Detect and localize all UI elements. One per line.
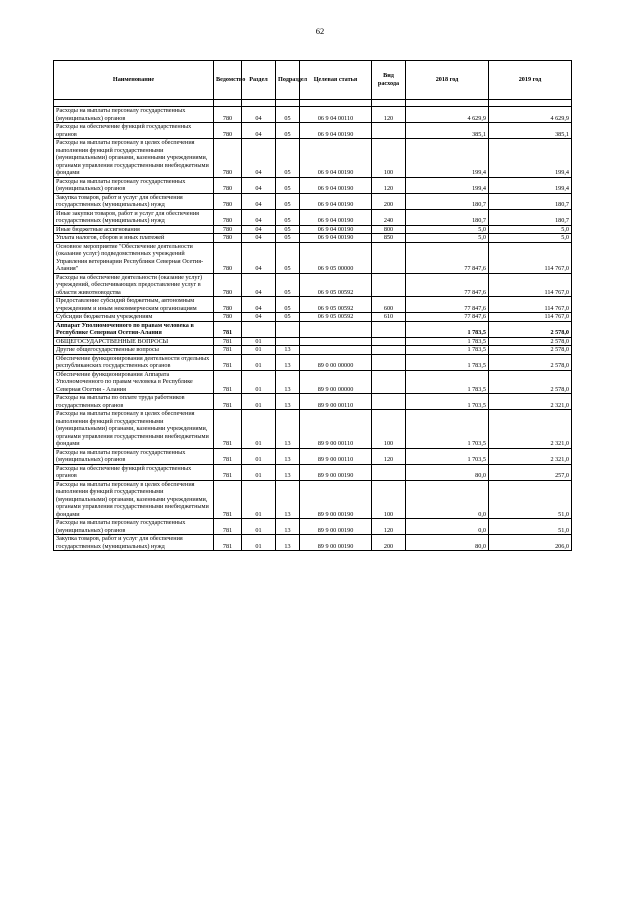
cell-2018: 1 783,5 <box>406 354 489 370</box>
header-vid: Вид расхода <box>372 61 406 100</box>
cell-tsel: 06 9 04 00190 <box>300 193 372 209</box>
cell-ved: 781 <box>214 410 242 449</box>
cell-ved: 780 <box>214 177 242 193</box>
cell-ved: 780 <box>214 193 242 209</box>
cell-podrazdel: 05 <box>276 107 300 123</box>
cell-tsel: 06 9 04 00190 <box>300 123 372 139</box>
table-row <box>54 519 572 535</box>
spacer-cell <box>276 100 300 107</box>
cell-2019: 180,7 <box>489 209 572 225</box>
spacer-cell <box>489 100 572 107</box>
table-row <box>54 394 572 410</box>
cell-ved: 780 <box>214 123 242 139</box>
cell-2018: 77 847,6 <box>406 242 489 273</box>
cell-razdel: 01 <box>242 394 276 410</box>
spacer-cell <box>372 100 406 107</box>
cell-2019: 199,4 <box>489 139 572 178</box>
spacer-cell <box>54 100 214 107</box>
table-row <box>54 464 572 480</box>
table-row <box>54 354 572 370</box>
cell-podrazdel: 13 <box>276 346 300 355</box>
header-name: Наименование <box>54 61 214 100</box>
cell-2019: 385,1 <box>489 123 572 139</box>
table-row <box>54 370 572 394</box>
cell-vid <box>372 321 406 337</box>
table-row <box>54 535 572 551</box>
cell-podrazdel: 13 <box>276 535 300 551</box>
cell-razdel: 04 <box>242 234 276 243</box>
cell-2019: 2 321,0 <box>489 410 572 449</box>
cell-2018: 0,0 <box>406 519 489 535</box>
cell-2019: 199,4 <box>489 177 572 193</box>
cell-ved: 781 <box>214 394 242 410</box>
cell-vid <box>372 273 406 297</box>
header-2019: 2019 год <box>489 61 572 100</box>
cell-ved: 781 <box>214 370 242 394</box>
cell-name: Закупка товаров, работ и услуг для обеспечения государственных (муниципальных) нужд <box>54 535 214 551</box>
cell-2018: 5,0 <box>406 225 489 234</box>
cell-ved: 780 <box>214 273 242 297</box>
cell-podrazdel: 05 <box>276 139 300 178</box>
cell-tsel: 06 9 04 00190 <box>300 139 372 178</box>
cell-vid <box>372 337 406 346</box>
cell-podrazdel: 05 <box>276 209 300 225</box>
cell-2019: 180,7 <box>489 193 572 209</box>
cell-razdel: 04 <box>242 313 276 322</box>
table-row <box>54 448 572 464</box>
cell-vid: 200 <box>372 535 406 551</box>
cell-vid: 800 <box>372 225 406 234</box>
cell-2019: 2 321,0 <box>489 448 572 464</box>
cell-ved: 780 <box>214 242 242 273</box>
cell-ved: 780 <box>214 234 242 243</box>
cell-podrazdel: 13 <box>276 410 300 449</box>
cell-vid: 100 <box>372 480 406 519</box>
table-row <box>54 225 572 234</box>
cell-2019: 206,0 <box>489 535 572 551</box>
cell-ved: 781 <box>214 321 242 337</box>
table-row <box>54 273 572 297</box>
cell-vid <box>372 370 406 394</box>
cell-name: Расходы на выплаты персоналу государственных (муниципальных) органов <box>54 107 214 123</box>
cell-podrazdel: 13 <box>276 370 300 394</box>
header-podrazdel: Подраздел <box>276 61 300 100</box>
cell-vid <box>372 354 406 370</box>
cell-razdel: 01 <box>242 410 276 449</box>
cell-tsel: 06 9 05 00592 <box>300 273 372 297</box>
table-row <box>54 123 572 139</box>
cell-ved: 781 <box>214 519 242 535</box>
cell-ved: 780 <box>214 225 242 234</box>
cell-podrazdel <box>276 321 300 337</box>
cell-vid: 100 <box>372 139 406 178</box>
table-row <box>54 410 572 449</box>
cell-2018: 80,0 <box>406 464 489 480</box>
cell-razdel: 01 <box>242 464 276 480</box>
cell-2018: 77 847,6 <box>406 313 489 322</box>
cell-2019: 5,0 <box>489 225 572 234</box>
cell-ved: 780 <box>214 297 242 313</box>
cell-name: Обеспечение функционирования Аппарата Уполномоченного по правам человека в Республике Северная Осетия - Алания <box>54 370 214 394</box>
cell-name: Расходы на выплаты персоналу в целях обеспечения выполнения функций государственными (муниципальными) органами, казенными учреждениями, органами управления государственными внебюджетными фондами <box>54 480 214 519</box>
table-row <box>54 313 572 322</box>
cell-name: Расходы на выплаты персоналу в целях обеспечения выполнения функций государственными (муниципальными) органами, казенными учреждениями, органами управления государственными внебюджетными фондами <box>54 139 214 178</box>
cell-name: Аппарат Уполномоченного по правам человека в Республике Северная Осетия-Алания <box>54 321 214 337</box>
header-tsel: Целевая статья <box>300 61 372 100</box>
page-number: 62 <box>315 26 325 36</box>
cell-tsel: 06 9 05 00592 <box>300 297 372 313</box>
table-header-row <box>54 61 572 100</box>
cell-2019: 2 578,0 <box>489 337 572 346</box>
table-row <box>54 107 572 123</box>
cell-podrazdel: 13 <box>276 394 300 410</box>
cell-tsel: 89 9 00 00110 <box>300 394 372 410</box>
cell-2018: 1 783,5 <box>406 337 489 346</box>
cell-podrazdel: 13 <box>276 519 300 535</box>
spacer-cell <box>242 100 276 107</box>
cell-razdel: 01 <box>242 370 276 394</box>
table-row <box>54 297 572 313</box>
cell-razdel: 04 <box>242 225 276 234</box>
cell-2019: 51,0 <box>489 519 572 535</box>
cell-podrazdel <box>276 337 300 346</box>
cell-2018: 80,0 <box>406 535 489 551</box>
cell-vid <box>372 346 406 355</box>
cell-name: Предоставление субсидий бюджетным, автономным учреждениям и иным некоммерческим организациям <box>54 297 214 313</box>
cell-tsel: 89 9 00 00190 <box>300 535 372 551</box>
cell-tsel: 06 9 04 00190 <box>300 177 372 193</box>
cell-vid <box>372 242 406 273</box>
table-row <box>54 346 572 355</box>
spacer-row <box>54 100 572 107</box>
cell-tsel: 06 9 04 00190 <box>300 225 372 234</box>
cell-razdel: 01 <box>242 519 276 535</box>
cell-2018: 4 629,9 <box>406 107 489 123</box>
table-row <box>54 321 572 337</box>
table-row <box>54 193 572 209</box>
cell-2019: 2 578,0 <box>489 370 572 394</box>
cell-tsel: 06 9 04 00190 <box>300 209 372 225</box>
cell-razdel: 01 <box>242 448 276 464</box>
cell-name: Расходы на выплаты по оплате труда работников государственных органов <box>54 394 214 410</box>
cell-ved: 781 <box>214 346 242 355</box>
cell-2018: 199,4 <box>406 139 489 178</box>
cell-ved: 781 <box>214 337 242 346</box>
cell-razdel: 01 <box>242 535 276 551</box>
cell-vid <box>372 394 406 410</box>
cell-podrazdel: 13 <box>276 448 300 464</box>
cell-name: Иные закупки товаров, работ и услуг для обеспечения государственных (муниципальных) нужд <box>54 209 214 225</box>
cell-2018: 1 703,5 <box>406 394 489 410</box>
cell-tsel: 89 9 00 00110 <box>300 410 372 449</box>
cell-razdel: 01 <box>242 480 276 519</box>
cell-razdel: 04 <box>242 107 276 123</box>
cell-name: Расходы на выплаты персоналу государственных (муниципальных) органов <box>54 177 214 193</box>
cell-podrazdel: 05 <box>276 123 300 139</box>
header-2018: 2018 год <box>406 61 489 100</box>
cell-2019: 2 578,0 <box>489 321 572 337</box>
header-razdel: Раздел <box>242 61 276 100</box>
table-row <box>54 139 572 178</box>
cell-name: ОБЩЕГОСУДАРСТВЕННЫЕ ВОПРОСЫ <box>54 337 214 346</box>
cell-2019: 257,0 <box>489 464 572 480</box>
table-row <box>54 209 572 225</box>
cell-podrazdel: 13 <box>276 354 300 370</box>
cell-podrazdel: 05 <box>276 193 300 209</box>
cell-name: Основное мероприятие "Обеспечение деятельности (оказание услуг) подведомственных учреждений Управления ветеринарии Республики Северная Осетия-Алания" <box>54 242 214 273</box>
cell-vid: 600 <box>372 297 406 313</box>
cell-2018: 0,0 <box>406 480 489 519</box>
cell-ved: 780 <box>214 107 242 123</box>
cell-razdel: 04 <box>242 123 276 139</box>
cell-name: Расходы на обеспечение функций государственных органов <box>54 464 214 480</box>
spacer-cell <box>214 100 242 107</box>
cell-vid <box>372 464 406 480</box>
cell-name: Расходы на выплаты персоналу государственных (муниципальных) органов <box>54 519 214 535</box>
cell-2019: 114 767,0 <box>489 313 572 322</box>
cell-tsel: 89 0 00 00000 <box>300 354 372 370</box>
cell-tsel: 06 9 05 00592 <box>300 313 372 322</box>
budget-table <box>53 60 572 551</box>
cell-2019: 114 767,0 <box>489 273 572 297</box>
cell-ved: 780 <box>214 209 242 225</box>
cell-2018: 199,4 <box>406 177 489 193</box>
cell-ved: 781 <box>214 464 242 480</box>
cell-razdel: 04 <box>242 193 276 209</box>
cell-2019: 2 321,0 <box>489 394 572 410</box>
cell-podrazdel: 05 <box>276 234 300 243</box>
cell-name: Обеспечение функционирования деятельности отдельных республиканских государственных органов <box>54 354 214 370</box>
table-row <box>54 234 572 243</box>
cell-ved: 781 <box>214 480 242 519</box>
cell-2018: 385,1 <box>406 123 489 139</box>
cell-razdel: 01 <box>242 346 276 355</box>
cell-podrazdel: 05 <box>276 273 300 297</box>
cell-tsel <box>300 337 372 346</box>
cell-2018: 1 783,5 <box>406 346 489 355</box>
table-row <box>54 480 572 519</box>
cell-2018: 1 703,5 <box>406 448 489 464</box>
cell-2018: 77 847,6 <box>406 297 489 313</box>
cell-name: Другие общегосударственные вопросы <box>54 346 214 355</box>
cell-tsel <box>300 321 372 337</box>
cell-tsel: 89 9 00 00110 <box>300 448 372 464</box>
cell-name: Расходы на выплаты персоналу в целях обеспечения выполнения функций государственными (муниципальными) органами, казенными учреждениями, органами управления государственными внебюджетными фондами <box>54 410 214 449</box>
header-ved: Ведомство <box>214 61 242 100</box>
cell-2019: 114 767,0 <box>489 242 572 273</box>
table-row <box>54 337 572 346</box>
cell-2019: 5,0 <box>489 234 572 243</box>
cell-razdel: 04 <box>242 177 276 193</box>
cell-tsel <box>300 346 372 355</box>
table-row <box>54 242 572 273</box>
cell-2018: 1 783,5 <box>406 321 489 337</box>
cell-ved: 780 <box>214 313 242 322</box>
cell-name: Уплата налогов, сборов и иных платежей <box>54 234 214 243</box>
cell-2019: 51,0 <box>489 480 572 519</box>
cell-vid: 610 <box>372 313 406 322</box>
cell-vid: 240 <box>372 209 406 225</box>
cell-ved: 781 <box>214 354 242 370</box>
cell-podrazdel: 05 <box>276 177 300 193</box>
cell-2018: 180,7 <box>406 193 489 209</box>
cell-vid: 120 <box>372 107 406 123</box>
cell-vid: 120 <box>372 519 406 535</box>
cell-vid: 850 <box>372 234 406 243</box>
cell-2018: 1 783,5 <box>406 370 489 394</box>
cell-2018: 180,7 <box>406 209 489 225</box>
cell-podrazdel: 13 <box>276 464 300 480</box>
cell-2019: 4 629,9 <box>489 107 572 123</box>
cell-vid: 120 <box>372 448 406 464</box>
cell-tsel: 89 9 00 00190 <box>300 519 372 535</box>
cell-2018: 5,0 <box>406 234 489 243</box>
cell-vid: 100 <box>372 410 406 449</box>
cell-razdel <box>242 321 276 337</box>
cell-tsel: 89 9 00 00190 <box>300 464 372 480</box>
cell-vid: 200 <box>372 193 406 209</box>
cell-tsel: 06 9 04 00190 <box>300 234 372 243</box>
cell-razdel: 04 <box>242 209 276 225</box>
cell-podrazdel: 05 <box>276 225 300 234</box>
cell-ved: 781 <box>214 448 242 464</box>
cell-name: Субсидии бюджетным учреждениям <box>54 313 214 322</box>
cell-2018: 77 847,6 <box>406 273 489 297</box>
cell-2019: 2 578,0 <box>489 354 572 370</box>
cell-ved: 780 <box>214 139 242 178</box>
spacer-cell <box>406 100 489 107</box>
cell-razdel: 01 <box>242 354 276 370</box>
cell-name: Закупка товаров, работ и услуг для обеспечения государственных (муниципальных) нужд <box>54 193 214 209</box>
cell-podrazdel: 05 <box>276 297 300 313</box>
cell-tsel: 06 9 04 00110 <box>300 107 372 123</box>
cell-2018: 1 703,5 <box>406 410 489 449</box>
cell-razdel: 01 <box>242 337 276 346</box>
cell-tsel: 06 9 05 00000 <box>300 242 372 273</box>
cell-podrazdel: 13 <box>276 480 300 519</box>
cell-tsel: 89 9 00 00000 <box>300 370 372 394</box>
cell-razdel: 04 <box>242 242 276 273</box>
cell-razdel: 04 <box>242 297 276 313</box>
cell-name: Иные бюджетные ассигнования <box>54 225 214 234</box>
cell-vid: 120 <box>372 177 406 193</box>
spacer-cell <box>300 100 372 107</box>
cell-2019: 2 578,0 <box>489 346 572 355</box>
cell-podrazdel: 05 <box>276 242 300 273</box>
table-row <box>54 177 572 193</box>
cell-razdel: 04 <box>242 273 276 297</box>
cell-name: Расходы на обеспечение деятельности (оказание услуг) учреждений, обеспечивающих предоставление услуг в области животноводства <box>54 273 214 297</box>
cell-podrazdel: 05 <box>276 313 300 322</box>
cell-name: Расходы на обеспечение функций государственных органов <box>54 123 214 139</box>
cell-name: Расходы на выплаты персоналу государственных (муниципальных) органов <box>54 448 214 464</box>
cell-ved: 781 <box>214 535 242 551</box>
cell-vid <box>372 123 406 139</box>
cell-razdel: 04 <box>242 139 276 178</box>
cell-tsel: 89 9 00 00190 <box>300 480 372 519</box>
cell-2019: 114 767,0 <box>489 297 572 313</box>
